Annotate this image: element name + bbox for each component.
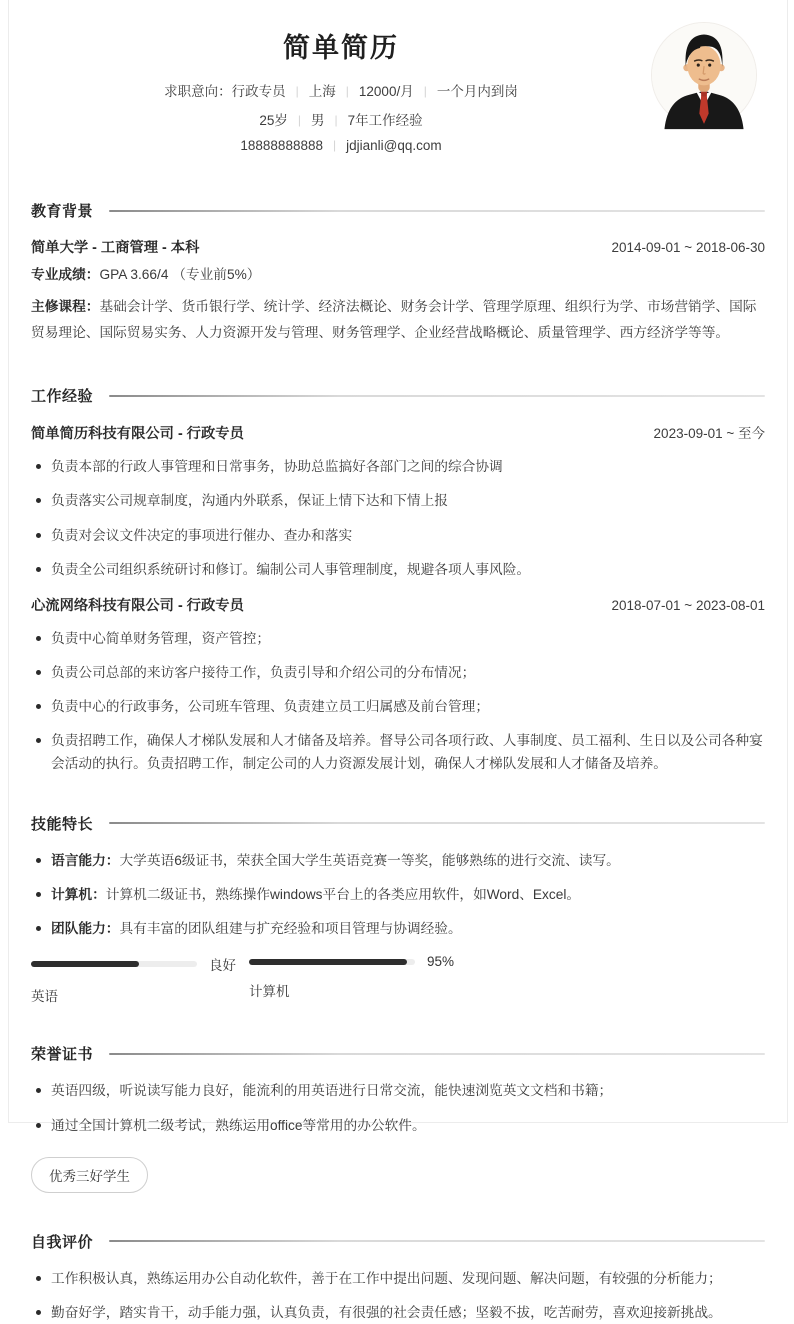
gpa-label: 专业成绩： — [31, 267, 100, 282]
job-entry — [31, 422, 765, 581]
list-item: 负责公司总部的来访客户接待工作，负责引导和介绍公司的分布情况； — [31, 662, 765, 684]
section-work — [31, 385, 765, 775]
job-duties — [31, 628, 765, 775]
separator: | — [334, 113, 338, 127]
phone-number: 18888888888 — [240, 138, 323, 153]
section-title: 自我评价 — [31, 1233, 94, 1251]
progress-fill — [249, 959, 407, 965]
contact-line — [31, 138, 651, 153]
progress-track — [249, 959, 415, 965]
list-item: 勤奋好学，踏实肯干，动手能力强，认真负责，有很强的社会责任感；坚毅不拔，吃苦耐劳，喜欢迎接新挑战。 — [31, 1302, 765, 1324]
section-header — [31, 385, 765, 406]
skill-text: 大学英语6级证书，荣获全国大学生英语竞赛一等奖，能够熟练的进行交流、读写。 — [119, 852, 620, 868]
skill-label: 计算机： — [51, 887, 106, 903]
gpa-line — [31, 262, 765, 289]
job-date: 2018-07-01 ~ 2023-08-01 — [611, 597, 765, 613]
section-title: 技能特长 — [31, 815, 94, 833]
bar-level-label: 95% — [427, 954, 455, 970]
list-item: 负责中心的行政事务，公司班车管理、负责建立员工归属感及前台管理； — [31, 696, 765, 718]
section-education — [31, 200, 765, 347]
bar-row — [249, 954, 467, 969]
list-item: 负责对会议文件决定的事项进行催办、查办和落实 — [31, 525, 765, 547]
avatar — [651, 22, 757, 128]
courses-label: 主修课程： — [31, 298, 100, 314]
list-item: 负责中心简单财务管理，资产管控； — [31, 628, 765, 650]
skill-label: 团队能力： — [51, 921, 120, 937]
gender: 男 — [311, 113, 325, 128]
section-header — [31, 1043, 765, 1064]
section-honors — [31, 1043, 765, 1192]
progress-fill — [31, 961, 139, 967]
separator: | — [423, 84, 427, 98]
honors-list — [31, 1080, 765, 1136]
section-divider — [109, 210, 765, 212]
list-item: 负责全公司组织系统研讨和修订。编制公司人事管理制度，规避各项人事风险。 — [31, 559, 765, 581]
gpa-value: GPA 3.66/4 （专业前5%） — [99, 267, 261, 282]
skills-list — [31, 850, 765, 941]
company-name: 心流网络科技有限公司 - 行政专员 — [31, 597, 244, 614]
separator: | — [297, 113, 301, 127]
bar-level-label: 良好 — [209, 958, 236, 974]
resume-header — [31, 20, 765, 162]
job-intent-line — [31, 80, 651, 100]
education-entry — [31, 237, 765, 257]
age: 25岁 — [259, 113, 288, 128]
skill-bar-english — [31, 954, 249, 1005]
expected-salary: 12000/月 — [358, 84, 414, 99]
list-item: 负责招聘工作，确保人才梯队发展和人才储备及培养。督导公司各项行政、人事制度、员工福利、生日以及公司各种宴会活动的执行。负责招聘工作，制定公司的人力资源发展计划，确保人才梯队发展和人才储备及培养。 — [31, 730, 765, 774]
separator: | — [345, 84, 349, 98]
courses-value: 基础会计学、货币银行学、统计学、经济法概论、财务会计学、管理学原理、组织行为学、市场营销学、国际贸易理论、国际贸易实务、人力资源开发与管理、财务管理学、企业经营战略概论、质量管理学、西方经济学等等。 — [31, 298, 757, 341]
section-skills — [31, 813, 765, 1006]
resume-page — [8, 0, 788, 1320]
section-title: 教育背景 — [31, 203, 94, 220]
job-header — [31, 595, 765, 615]
avatar-illustration — [652, 23, 756, 127]
section-self-evaluation — [31, 1231, 765, 1324]
section-title: 荣誉证书 — [31, 1046, 94, 1064]
school-name: 简单大学 - 工商管理 - 本科 — [31, 240, 200, 256]
section-divider — [109, 822, 765, 824]
bar-row — [31, 954, 249, 974]
list-item: 英语四级，听说读写能力良好，能流利的用英语进行日常交流，能快速浏览英文文档和书籍； — [31, 1080, 765, 1102]
list-item — [31, 884, 765, 906]
city: 上海 — [308, 84, 336, 99]
self-evaluation-list — [31, 1268, 765, 1324]
job-date: 2023-09-01 ~ 至今 — [653, 426, 765, 442]
section-divider — [109, 395, 765, 397]
skill-text: 具有丰富的团队组建与扩充经验和项目管理与协调经验。 — [119, 921, 462, 937]
bar-skill-name: 计算机 — [249, 984, 290, 1000]
availability: 一个月内到岗 — [436, 84, 518, 99]
skill-label: 语言能力： — [51, 852, 120, 868]
company-name: 简单简历科技有限公司 - 行政专员 — [31, 426, 244, 443]
experience-years: 7年工作经验 — [347, 113, 423, 128]
job-header — [31, 422, 765, 443]
list-item — [31, 918, 765, 940]
list-item: 负责本部的行政人事管理和日常事务，协助总监搞好各部门之间的综合协调 — [31, 456, 765, 478]
job-duties — [31, 456, 765, 581]
honor-tag: 优秀三好学生 — [31, 1157, 148, 1193]
resume-title: 简单简历 — [283, 33, 399, 63]
section-divider — [109, 1053, 765, 1055]
courses-line — [31, 294, 765, 347]
section-header — [31, 813, 765, 834]
section-divider — [109, 1240, 765, 1242]
bar-skill-name: 英语 — [31, 989, 58, 1005]
job-intent: 求职意向：行政专员 — [164, 84, 286, 99]
education-date: 2014-09-01 ~ 2018-06-30 — [611, 240, 765, 255]
skill-bars — [31, 954, 765, 1005]
section-title: 工作经验 — [31, 388, 94, 406]
email-address: jdjianli@qq.com — [346, 138, 442, 153]
list-item — [31, 850, 765, 872]
list-item: 负责落实公司规章制度，沟通内外联系，保证上情下达和下情上报 — [31, 490, 765, 512]
personal-info-line — [31, 109, 651, 129]
separator: | — [332, 138, 337, 152]
section-header — [31, 1231, 765, 1252]
header-text-block — [31, 20, 651, 162]
section-header — [31, 200, 765, 221]
progress-track — [31, 961, 197, 967]
skill-text: 计算机二级证书，熟练操作windows平台上的各类应用软件，如Word、Excel。 — [105, 887, 581, 903]
skill-bar-computer — [249, 954, 467, 1005]
list-item: 通过全国计算机二级考试，熟练运用office等常用的办公软件。 — [31, 1115, 765, 1137]
list-item: 工作积极认真，熟练运用办公自动化软件，善于在工作中提出问题、发现问题、解决问题，有较强的分析能力； — [31, 1268, 765, 1290]
separator: | — [295, 84, 299, 98]
job-entry — [31, 595, 765, 775]
